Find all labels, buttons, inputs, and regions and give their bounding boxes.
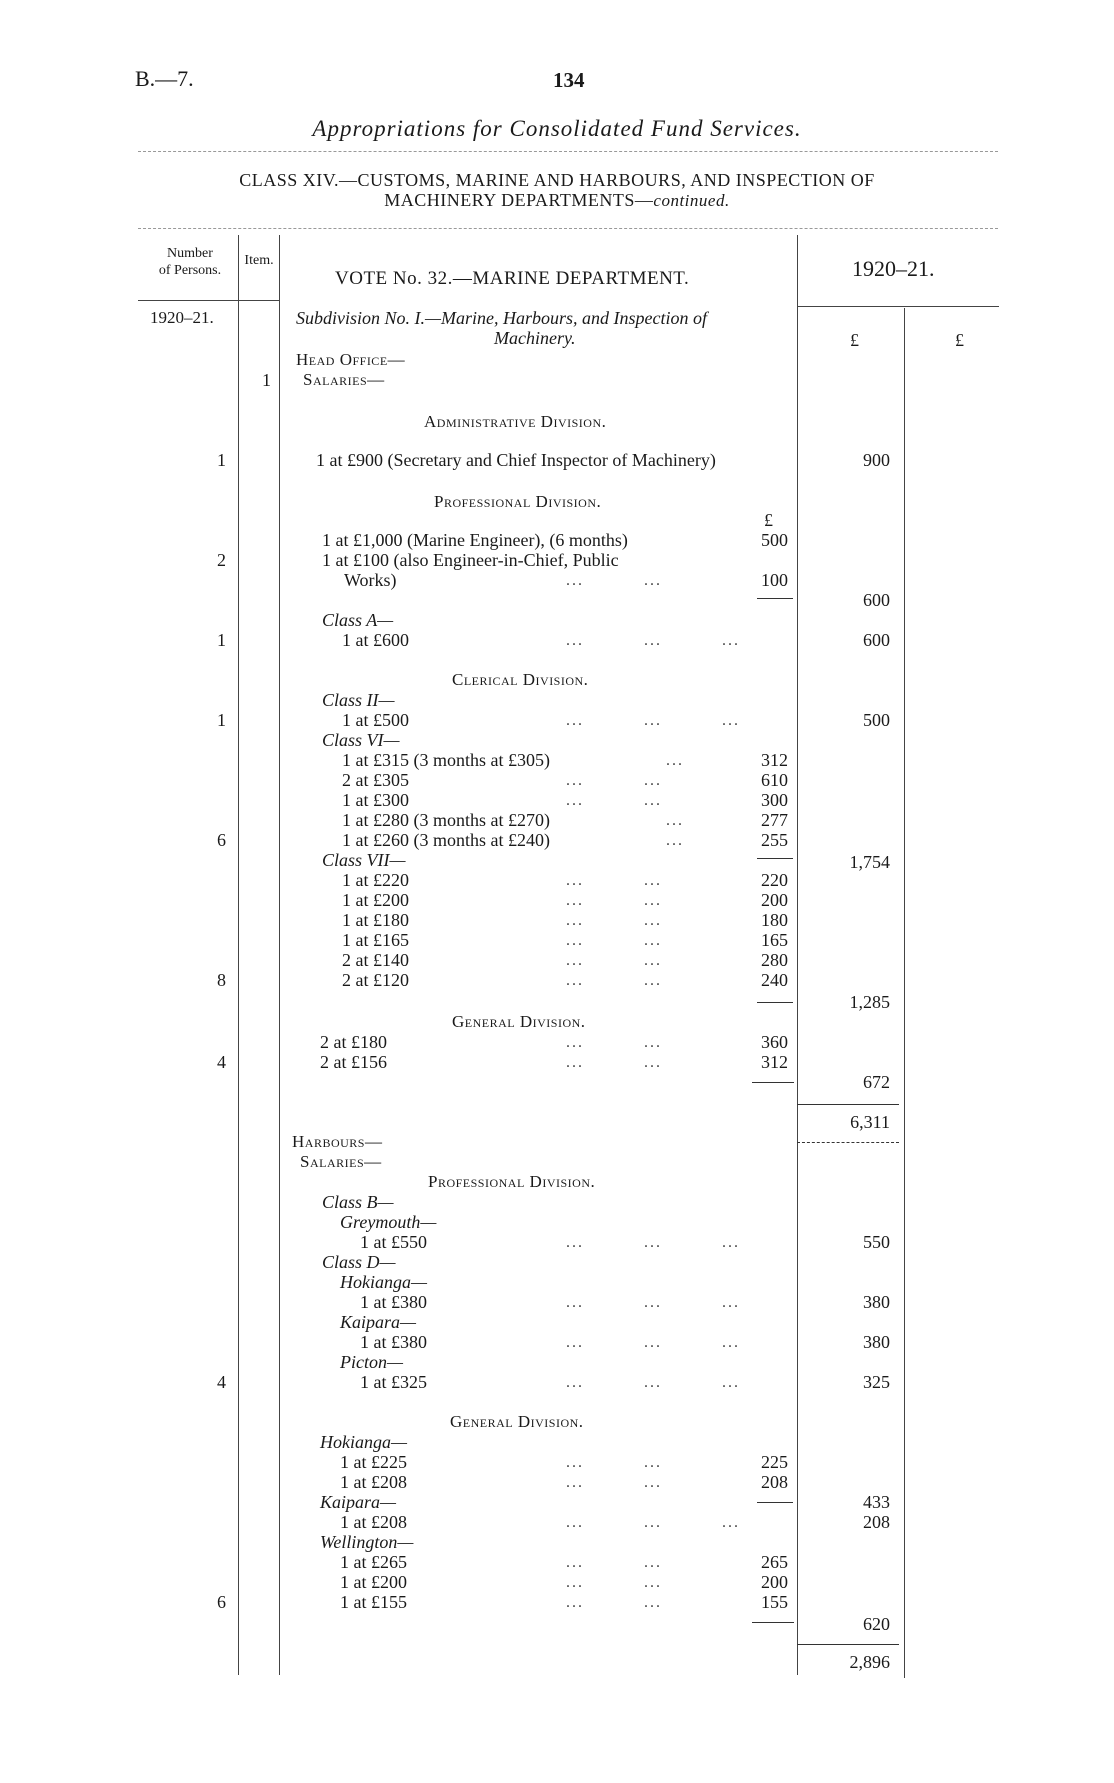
general-persons: 4 xyxy=(217,1052,226,1072)
class-ii-persons: 1 xyxy=(217,710,226,730)
class-vi-subtotal-rule xyxy=(757,858,793,859)
class-vii-label: Class VII— xyxy=(322,850,406,870)
general-amount: 360 xyxy=(761,1032,788,1052)
class-vii-line: 2 at £140 xyxy=(342,950,409,970)
prof-line1: 1 at £1,000 (Marine Engineer), (6 months) xyxy=(322,530,628,550)
class-vi-line: 1 at £300 xyxy=(342,790,409,810)
kaipara-d-total: 380 xyxy=(863,1332,890,1352)
class-vi-amount: 610 xyxy=(761,770,788,790)
persons-year: 1920–21. xyxy=(150,308,214,327)
class-vi-line: 2 at £305 xyxy=(342,770,409,790)
class-vii-amount: 280 xyxy=(761,950,788,970)
general-line: 2 at £156 xyxy=(320,1052,387,1072)
kaipara-d-label: Kaipara— xyxy=(340,1312,417,1332)
general-total: 672 xyxy=(863,1072,890,1092)
col-head-persons-1: Number xyxy=(167,246,213,261)
class-vi-amount: 255 xyxy=(761,830,788,850)
hokianga-g-dots2: ... ... xyxy=(566,1474,662,1491)
hokianga-d-line: 1 at £380 xyxy=(360,1292,427,1312)
salaries-label: Salaries— xyxy=(303,370,385,389)
picton-persons: 4 xyxy=(217,1372,226,1392)
class-vi-line: 1 at £315 (3 months at £305) xyxy=(342,750,550,770)
head-office-total-rule xyxy=(797,1104,899,1105)
class-vii-dots: ... ... xyxy=(566,912,662,929)
prof-subtotal-rule xyxy=(757,598,793,599)
class-vi-dots: ... ... xyxy=(566,772,662,789)
page-title: Appropriations for Consolidated Fund Services. xyxy=(312,116,802,141)
class-vii-dots: ... ... xyxy=(566,972,662,989)
kaipara-g-total: 208 xyxy=(863,1512,890,1532)
wellington-dots: ... ... xyxy=(566,1554,662,1571)
general-division-heading: General Division. xyxy=(452,1012,586,1031)
kaipara-d-dots: ... ... ... xyxy=(566,1334,740,1351)
class-vi-label: Class VI— xyxy=(322,730,400,750)
head-office-label: Head Office— xyxy=(296,350,406,369)
hokianga-g-line1: 1 at £225 xyxy=(340,1452,407,1472)
class-vi-dots: ... xyxy=(666,812,684,829)
prof-line3-dots: ... ... xyxy=(566,572,662,589)
col-head-item: Item. xyxy=(244,253,274,268)
harbours-salaries-label: Salaries— xyxy=(300,1152,382,1171)
admin-persons: 1 xyxy=(217,450,226,470)
greymouth-total: 550 xyxy=(863,1232,890,1252)
class-vi-amount: 300 xyxy=(761,790,788,810)
prof-persons: 2 xyxy=(217,550,226,570)
class-vi-dots: ... ... xyxy=(566,792,662,809)
wellington-total: 620 xyxy=(863,1614,890,1634)
class-a-dots: ... ... ... xyxy=(566,632,740,649)
kaipara-g-label: Kaipara— xyxy=(320,1492,397,1512)
prof-line1-amount: 500 xyxy=(761,530,788,550)
wellington-line: 1 at £200 xyxy=(340,1572,407,1592)
class-heading-line2 xyxy=(0,190,1114,211)
grid-hline-years xyxy=(797,306,999,307)
wellington-amount: 265 xyxy=(761,1552,788,1572)
general-line: 2 at £180 xyxy=(320,1032,387,1052)
hokianga-g-subtotal-rule xyxy=(757,1502,793,1503)
page-number: 134 xyxy=(553,68,585,92)
class-vi-line: 1 at £280 (3 months at £270) xyxy=(342,810,550,830)
hokianga-g-amount1: 225 xyxy=(761,1452,788,1472)
prof-line2: 1 at £100 (also Engineer-in-Chief, Public xyxy=(322,550,619,570)
kaipara-g-line: 1 at £208 xyxy=(340,1512,407,1532)
kaipara-g-dots: ... ... ... xyxy=(566,1514,740,1531)
year-heading: 1920–21. xyxy=(852,256,935,281)
grid-vline-item xyxy=(279,235,280,1675)
prof-division-heading: Professional Division. xyxy=(434,492,602,511)
general-dots: ... ... xyxy=(566,1054,662,1071)
class-vii-line: 1 at £180 xyxy=(342,910,409,930)
subdivision-line1: Subdivision No. I.—Marine, Harbours, and Inspection of xyxy=(296,308,707,328)
picton-total: 325 xyxy=(863,1372,890,1392)
currency-right: £ xyxy=(955,330,964,350)
picton-label: Picton— xyxy=(340,1352,403,1372)
class-rule xyxy=(138,228,998,229)
class-vii-line: 1 at £200 xyxy=(342,890,409,910)
wellington-line: 1 at £155 xyxy=(340,1592,407,1612)
grid-vline-persons xyxy=(238,235,239,1675)
hokianga-g-line2: 1 at £208 xyxy=(340,1472,407,1492)
item-number: 1 xyxy=(262,370,271,390)
class-d-label: Class D— xyxy=(322,1252,396,1272)
class-a-persons: 1 xyxy=(217,630,226,650)
class-vii-line: 1 at £220 xyxy=(342,870,409,890)
hokianga-d-dots: ... ... ... xyxy=(566,1294,740,1311)
wellington-dots: ... ... xyxy=(566,1574,662,1591)
clerical-division-heading: Clerical Division. xyxy=(452,670,589,689)
class-vii-amount: 220 xyxy=(761,870,788,890)
prof-currency: £ xyxy=(764,510,773,530)
document-reference: B.—7. xyxy=(135,66,194,91)
head-office-total: 6,311 xyxy=(850,1112,890,1132)
admin-total: 900 xyxy=(863,450,890,470)
head-office-total-underline xyxy=(797,1142,899,1143)
class-a-line: 1 at £600 xyxy=(342,630,409,650)
class-vii-persons: 8 xyxy=(217,970,226,990)
class-b-label: Class B— xyxy=(322,1192,394,1212)
class-vii-dots: ... ... xyxy=(566,892,662,909)
grid-vline-amount-left xyxy=(797,235,798,1675)
class-vii-line: 1 at £165 xyxy=(342,930,409,950)
harbours-general-division-heading: General Division. xyxy=(450,1412,584,1431)
prof-line3: Works) xyxy=(344,570,397,590)
kaipara-d-line: 1 at £380 xyxy=(360,1332,427,1352)
prof-line3-amount: 100 xyxy=(761,570,788,590)
wellington-label: Wellington— xyxy=(320,1532,414,1552)
class-vii-subtotal-rule xyxy=(757,1002,793,1003)
admin-line: 1 at £900 (Secretary and Chief Inspector of Machinery) xyxy=(316,450,716,470)
class-vii-dots: ... ... xyxy=(566,872,662,889)
class-heading-line2-italic: continued. xyxy=(653,191,730,210)
class-vii-amount: 200 xyxy=(761,890,788,910)
class-vi-dots: ... xyxy=(666,832,684,849)
currency-left: £ xyxy=(850,330,859,350)
class-vii-dots: ... ... xyxy=(566,952,662,969)
class-a-total: 600 xyxy=(863,630,890,650)
class-vi-line: 1 at £260 (3 months at £240) xyxy=(342,830,550,850)
class-heading-line1: CLASS XIV.—CUSTOMS, MARINE AND HARBOURS, AND INSPECTION OF xyxy=(239,170,875,190)
admin-division-heading: Administrative Division. xyxy=(424,412,607,431)
class-vii-dots: ... ... xyxy=(566,932,662,949)
class-vii-amount: 165 xyxy=(761,930,788,950)
harbours-total: 2,896 xyxy=(849,1652,890,1672)
greymouth-dots: ... ... ... xyxy=(566,1234,740,1251)
class-heading-line2-text: MACHINERY DEPARTMENTS— xyxy=(384,190,654,210)
class-a-label: Class A— xyxy=(322,610,394,630)
general-amount: 312 xyxy=(761,1052,788,1072)
class-vii-amount: 180 xyxy=(761,910,788,930)
class-vi-dots: ... xyxy=(666,752,684,769)
hokianga-g-dots1: ... ... xyxy=(566,1454,662,1471)
title-rule xyxy=(138,151,998,152)
general-subtotal-rule xyxy=(752,1082,794,1083)
class-vi-persons: 6 xyxy=(217,830,226,850)
class-ii-line: 1 at £500 xyxy=(342,710,409,730)
subdivision-line2: Machinery. xyxy=(494,328,576,348)
harbours-total-rule xyxy=(797,1644,899,1645)
class-vii-amount: 240 xyxy=(761,970,788,990)
picton-line: 1 at £325 xyxy=(360,1372,427,1392)
harbours-prof-division-heading: Professional Division. xyxy=(428,1172,596,1191)
class-vi-amount: 277 xyxy=(761,810,788,830)
wellington-subtotal-rule xyxy=(752,1622,794,1623)
class-vii-total: 1,285 xyxy=(849,992,890,1012)
greymouth-line: 1 at £550 xyxy=(360,1232,427,1252)
wellington-dots: ... ... xyxy=(566,1594,662,1611)
harbours-label: Harbours— xyxy=(292,1132,383,1151)
general-dots: ... ... xyxy=(566,1034,662,1051)
wellington-line: 1 at £265 xyxy=(340,1552,407,1572)
prof-total: 600 xyxy=(863,590,890,610)
greymouth-label: Greymouth— xyxy=(340,1212,437,1232)
class-ii-dots: ... ... ... xyxy=(566,712,740,729)
class-ii-total: 500 xyxy=(863,710,890,730)
class-vii-line: 2 at £120 xyxy=(342,970,409,990)
hokianga-g-label: Hokianga— xyxy=(320,1432,407,1452)
hokianga-d-label: Hokianga— xyxy=(340,1272,427,1292)
class-vi-total: 1,754 xyxy=(849,852,890,872)
hokianga-d-total: 380 xyxy=(863,1292,890,1312)
wellington-amount: 200 xyxy=(761,1572,788,1592)
hokianga-g-amount2: 208 xyxy=(761,1472,788,1492)
class-ii-label: Class II— xyxy=(322,690,395,710)
wellington-amount: 155 xyxy=(761,1592,788,1612)
col-head-persons-2: of Persons. xyxy=(158,263,222,278)
wellington-persons: 6 xyxy=(217,1592,226,1612)
grid-hline-persons xyxy=(138,300,279,301)
vote-title: VOTE No. 32.—MARINE DEPARTMENT. xyxy=(335,268,690,289)
class-vi-amount: 312 xyxy=(761,750,788,770)
grid-vline-amount-mid xyxy=(904,308,905,1678)
picton-dots: ... ... ... xyxy=(566,1374,740,1391)
hokianga-g-total: 433 xyxy=(863,1492,890,1512)
